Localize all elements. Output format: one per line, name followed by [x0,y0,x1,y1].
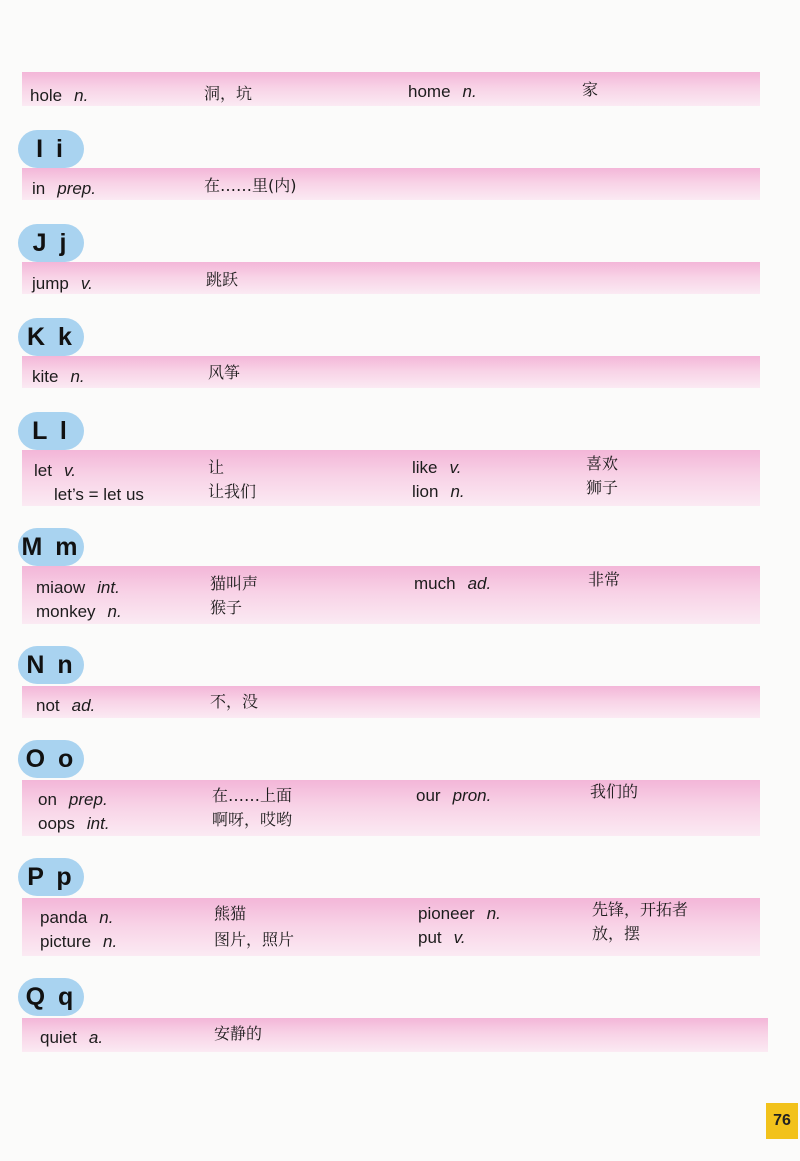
entry-meaning: 跳跃 [206,270,239,289]
entry-pos: int. [97,578,120,597]
vocab-entry [40,930,117,954]
entry-pos: ad. [71,696,96,715]
vocab-entry [36,600,122,624]
letter-badge: Q q [18,978,84,1016]
entry-meaning: 图片，照片 [214,930,295,949]
entry-word: panda [40,908,88,927]
entry-meaning: 非常 [588,570,621,589]
entry-pos: n. [450,482,465,501]
entry-word: lion [412,482,439,501]
entry-band [22,72,760,106]
vocab-entry [416,784,491,808]
letter-badge: N n [18,646,84,684]
entry-meaning: 熊猫 [214,904,247,923]
vocab-entry [34,459,76,483]
vocab-entry [418,926,466,950]
entry-pos: n. [99,908,114,927]
entry-word: kite [32,367,59,386]
vocab-entry [414,572,491,596]
entry-pos: pron. [452,786,492,805]
entry-pos: v. [453,928,466,947]
entry-meaning: 洞，坑 [204,84,253,103]
entry-meaning: 先锋，开拓者 [592,900,689,919]
page-number: 76 [766,1103,798,1139]
entry-band [22,168,760,200]
letter-badge: P p [18,858,84,896]
entry-pos: n. [74,86,89,105]
entry-meaning: 不，没 [210,692,259,711]
entry-meaning: 风筝 [208,363,241,382]
entry-word: let’s = let us [54,485,144,504]
entry-meaning: 猫叫声 [210,574,259,593]
entry-pos: n. [486,904,501,923]
entry-pos: n. [70,367,85,386]
vocab-entry [38,788,108,812]
entry-meaning: 在……里(内) [204,176,297,195]
entry-pos: n. [107,602,122,621]
entry-pos: prep. [68,790,108,809]
entry-word: not [36,696,60,715]
entry-band [22,356,760,388]
entry-word: monkey [36,602,96,621]
letter-badge: O o [18,740,84,778]
entry-band [22,1018,768,1052]
entry-pos: v. [80,274,93,293]
entry-word: like [412,458,438,477]
entry-pos: int. [86,814,110,833]
entry-word: in [32,179,46,198]
entry-meaning: 安静的 [214,1024,263,1043]
entry-pos: prep. [57,179,96,198]
entry-meaning: 狮子 [586,478,619,497]
vocab-entry [32,177,96,201]
entry-word: on [38,790,57,809]
vocab-entry [32,272,93,296]
vocab-entry [40,1026,103,1050]
entry-pos: v. [449,458,462,477]
vocab-entry [38,812,110,836]
vocab-entry [36,576,120,600]
entry-meaning: 家 [582,80,599,99]
vocab-entry [412,456,461,480]
entry-word: miaow [36,578,86,597]
entry-meaning: 在……上面 [212,786,293,805]
entry-word: put [418,928,442,947]
entry-word: oops [38,814,75,833]
entry-word: our [416,786,441,805]
vocab-entry [36,694,95,718]
entry-band [22,566,760,624]
entry-pos: n. [103,932,118,951]
entry-word: let [34,461,52,480]
entry-word: much [414,574,456,593]
entry-band [22,780,760,836]
vocab-entry [40,906,113,930]
entry-pos: n. [462,82,477,101]
entry-word: pioneer [418,904,475,923]
vocab-entry [412,480,465,504]
letter-badge: L l [18,412,84,450]
entry-meaning: 猴子 [210,598,243,617]
entry-pos: ad. [467,574,492,593]
entry-pos: v. [63,461,76,480]
entry-word: jump [32,274,69,293]
vocab-entry [408,80,477,104]
vocab-entry [54,483,144,507]
vocab-entry [32,365,85,389]
entry-meaning: 啊呀，哎哟 [212,810,293,829]
entry-word: home [408,82,451,101]
letter-badge: I i [18,130,84,168]
entry-band [22,686,760,718]
entry-word: hole [30,86,63,105]
vocab-entry [30,84,88,108]
entry-pos: a. [88,1028,104,1047]
entry-meaning: 让 [208,458,225,477]
entry-meaning: 让我们 [208,482,257,501]
letter-badge: M m [18,528,84,566]
letter-badge: K k [18,318,84,356]
entry-meaning: 我们的 [590,782,639,801]
entry-meaning: 放，摆 [592,924,641,943]
vocab-entry [418,902,501,926]
entry-word: picture [40,932,92,951]
entry-word: quiet [40,1028,77,1047]
letter-badge: J j [18,224,84,262]
entry-meaning: 喜欢 [586,454,619,473]
entry-band [22,262,760,294]
